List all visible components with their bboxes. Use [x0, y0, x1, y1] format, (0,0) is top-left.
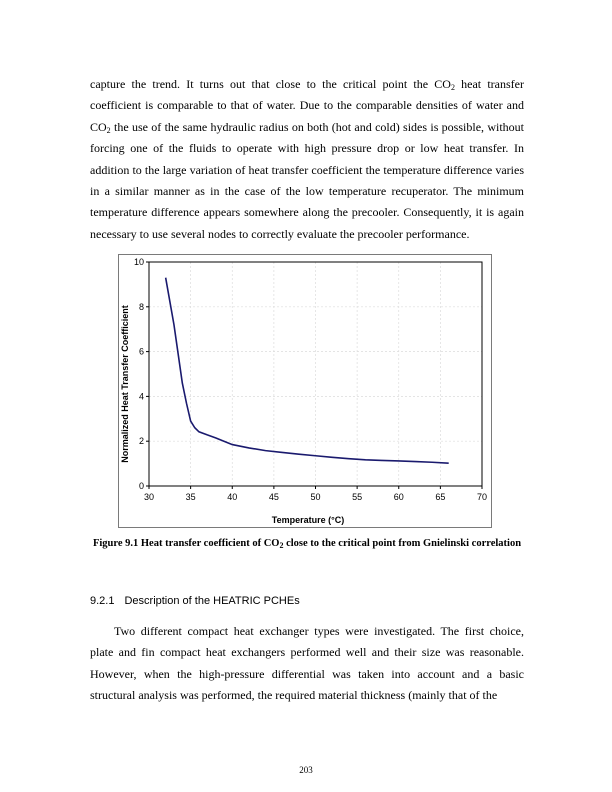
figure-chart	[118, 254, 492, 528]
y-tick-label: 6	[138, 346, 144, 357]
page-number: 203	[299, 765, 313, 775]
body-paragraph-bottom: Two different compact heat exchanger types were investigated. The first choice, plate and fin compact heat exchangers performed well and their size was reasonable. However, when the high-pressure differential was taken into account and a basic structural analysis was performed, the required material thickness (mainly that of the	[90, 624, 524, 703]
subscript: 2	[450, 83, 455, 92]
x-tick-label: 55	[352, 492, 363, 502]
y-axis-label: Normalized Heat Transfer Coefficient	[120, 305, 130, 463]
caption-text: Figure 9.1 Heat transfer coefficient of CO	[92, 538, 280, 549]
y-tick-label: 10	[133, 257, 144, 267]
line-chart	[118, 254, 492, 528]
caption-subscript: 2	[279, 541, 284, 550]
y-tick-label: 4	[138, 391, 144, 402]
x-tick-label: 60	[393, 492, 404, 502]
x-tick-label: 65	[435, 492, 446, 502]
y-tick-label: 0	[138, 481, 144, 491]
x-tick-label: 50	[310, 492, 321, 502]
y-tick-label: 2	[138, 436, 144, 447]
x-tick-label: 35	[185, 492, 196, 502]
section-heading	[90, 595, 300, 607]
x-axis-label: Temperature (°C)	[271, 515, 345, 525]
caption-text: close to the critical point from Gnielinski correlation	[283, 538, 522, 549]
x-tick-label: 30	[143, 492, 155, 502]
chart-frame	[119, 255, 492, 528]
section-title: Description of the HEATRIC PCHEs	[124, 595, 300, 607]
y-tick-label: 8	[138, 301, 144, 312]
paragraph-text: the use of the same hydraulic radius on both (hot and cold) sides is possible, without forcing one of the fluids to operate with high pressure drop or low heat transfer. In addition to the large variation of heat transfer coefficient the temperature difference varies in a similar manner as in the case of the low temperature recuperator. The minimum temperature difference appears somewhere along the precooler. Consequently, it is again necessary to use several nodes to correctly evaluate the precooler performance.	[90, 119, 524, 241]
paragraph-text: heat transfer coefficient is comparable to that of water. Due to the comparable densities of water and CO	[90, 77, 524, 134]
x-tick-label: 45	[268, 492, 279, 502]
figure-caption	[90, 538, 524, 550]
subscript: 2	[106, 125, 111, 135]
body-paragraph-top	[90, 74, 524, 245]
paragraph-text: capture the trend. It turns out that close to the critical point the CO	[90, 77, 451, 91]
x-tick-label: 40	[227, 492, 238, 502]
x-tick-label: 70	[476, 492, 488, 502]
section-number: 9.2.1	[90, 595, 115, 607]
x-tick-labels	[144, 492, 487, 502]
